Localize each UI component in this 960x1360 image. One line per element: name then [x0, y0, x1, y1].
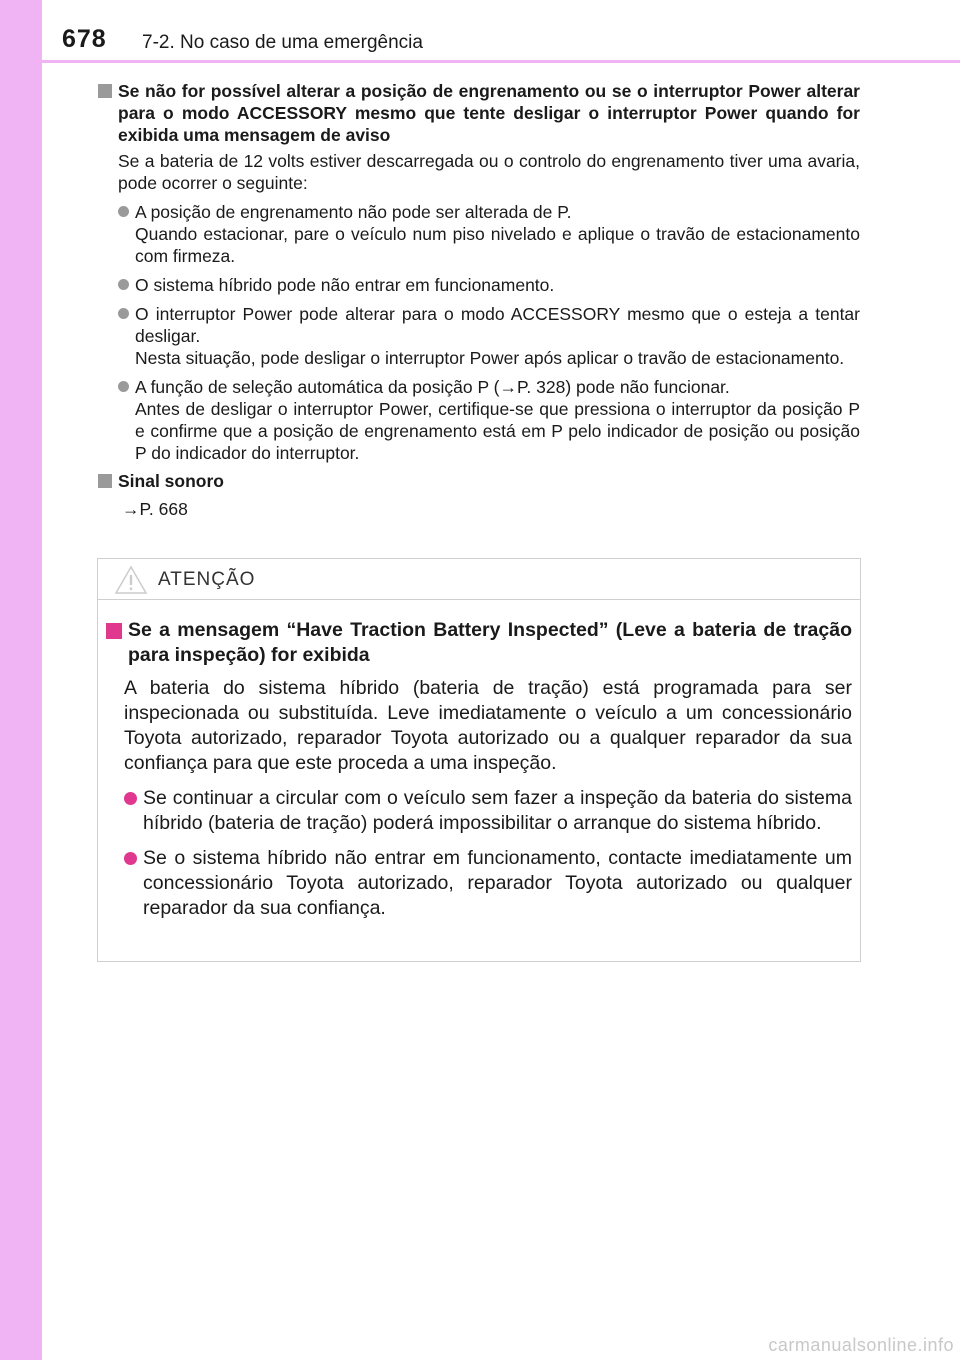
round-bullet-icon: [118, 206, 129, 217]
section-buzzer: [98, 470, 860, 520]
list-item: [124, 786, 852, 836]
section-heading-text: Se não for possível alterar a posição de engrenamento ou se o interruptor Power alterar para o modo ACCESSORY mesmo que tente desligar o interruptor Power quando for exibida uma mensagem de aviso: [118, 81, 860, 145]
square-bullet-icon: [98, 474, 112, 488]
watermark: carmanualsonline.info: [768, 1335, 954, 1355]
warning-intro: A bateria do sistema híbrido (bateria de tração) está programada para ser inspecionada ou substituída. Leve imediatamente o veículo a um concessionário Toyota autorizado, reparador Toyota autorizado ou a qualquer reparador da sua confiança para que este proceda a uma inspeção.: [124, 677, 852, 774]
round-bullet-icon: [118, 308, 129, 319]
section-heading: [98, 470, 860, 492]
list-item-text: A posição de engrenamento não pode ser alterada de P.: [135, 202, 572, 222]
page-number: 678: [62, 25, 107, 53]
main-content: [98, 80, 860, 524]
warning-heading-text: Se a mensagem “Have Traction Battery Inspected” (Leve a bateria de tração para inspeção) for exibida: [128, 619, 852, 666]
round-bullet-icon: [118, 381, 129, 392]
warning-triangle-icon: [114, 565, 148, 595]
list-item-text: Se continuar a circular com o veículo sem fazer a inspeção da bateria do sistema híbrido (bateria de tração) poderá impossibilitar o arranque do sistema híbrido.: [143, 787, 852, 834]
warning-header: [98, 559, 860, 600]
round-bullet-icon: [124, 852, 137, 865]
list-item-text: O interruptor Power pode alterar para o modo ACCESSORY mesmo que o esteja a tentar desligar.: [135, 304, 860, 346]
list-item: [118, 274, 860, 296]
list-item: [124, 846, 852, 921]
list-item-text: O sistema híbrido pode não entrar em funcionamento.: [135, 275, 555, 295]
list-item: [118, 303, 860, 369]
warning-body: [98, 600, 860, 921]
section-gear-position: [98, 80, 860, 464]
warning-box: [97, 558, 861, 962]
section-heading-text: Sinal sonoro: [118, 471, 224, 491]
side-color-bar: [0, 0, 42, 1360]
list-item-text: Antes de desligar o interruptor Power, certifique-se que pressiona o interruptor da posição P e confirme que a posição de engrenamento está em P pelo indicador de posição ou posição P do indicador do interruptor.: [135, 399, 860, 463]
warning-label: ATENÇÃO: [158, 569, 256, 590]
header-divider: [42, 60, 960, 63]
round-bullet-icon: [124, 792, 137, 805]
list-item: [118, 376, 860, 464]
chapter-title: 7-2. No caso de uma emergência: [142, 32, 423, 53]
square-bullet-icon: [98, 84, 112, 98]
page-reference-link[interactable]: →P. 668: [122, 499, 188, 519]
list-item-text: Nesta situação, pode desligar o interruptor Power após aplicar o travão de estacionamento.: [135, 348, 845, 368]
list-item: [118, 201, 860, 267]
warning-heading: [106, 618, 852, 668]
square-bullet-icon: [106, 623, 122, 639]
list-item-text: A função de seleção automática da posição P (→P. 328) pode não funcionar.: [135, 377, 730, 397]
section-intro: Se a bateria de 12 volts estiver descarregada ou o controlo do engrenamento tiver uma avaria, pode ocorrer o seguinte:: [118, 151, 860, 193]
section-heading: [98, 80, 860, 146]
list-item-text: Quando estacionar, pare o veículo num piso nivelado e aplique o travão de estacionamento com firmeza.: [135, 224, 860, 266]
round-bullet-icon: [118, 279, 129, 290]
list-item-text: Se o sistema híbrido não entrar em funcionamento, contacte imediatamente um concessionário Toyota autorizado, reparador Toyota autorizado ou qualquer reparador da sua confiança.: [143, 847, 852, 919]
